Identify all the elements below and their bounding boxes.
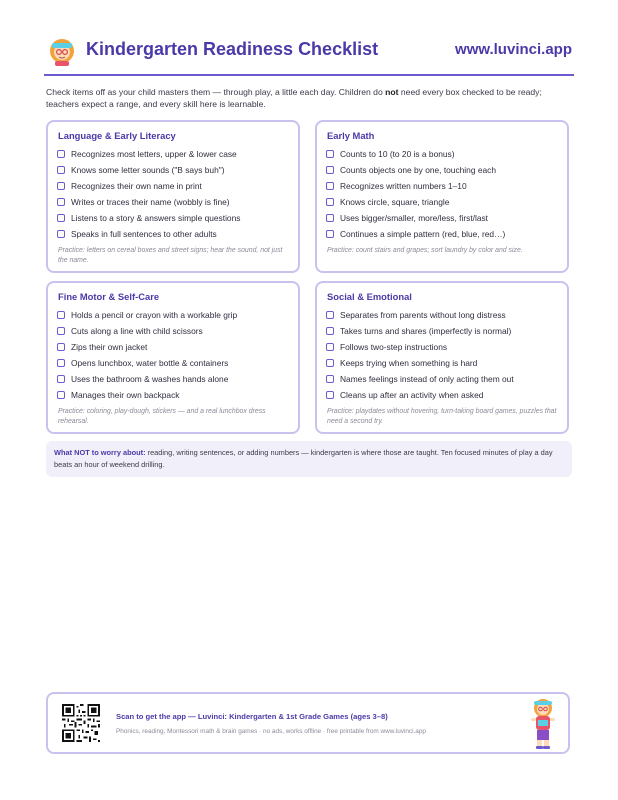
section-card-language bbox=[46, 120, 300, 273]
checkbox[interactable] bbox=[326, 182, 334, 190]
footer-title: Scan to get the app — Luvinci: Kindergarten & 1st Grade Games (ages 3–8) bbox=[116, 712, 388, 721]
checklist-item[interactable] bbox=[326, 325, 511, 338]
site-url-link[interactable]: www.luvinci.app bbox=[455, 41, 572, 58]
intro-text-end: need every box checked to be ready; teachers expect a range, and every skill here is learnable. bbox=[46, 87, 542, 109]
header bbox=[44, 34, 574, 76]
footer-subtitle: Phonics, reading, Montessori math & brain games · no ads, works offline · free printable from www.luvinci.app bbox=[116, 728, 426, 735]
checkbox[interactable] bbox=[57, 391, 65, 399]
checklist-item[interactable] bbox=[57, 325, 203, 338]
checkbox[interactable] bbox=[57, 343, 65, 351]
checklist-item-label: Holds a pencil or crayon with a workable grip bbox=[71, 310, 238, 320]
checklist-item-label: Listens to a story & answers simple questions bbox=[71, 213, 241, 223]
checklist-item-label: Takes turns and shares (imperfectly is normal) bbox=[340, 326, 512, 336]
note-text: reading, writing sentences, or adding numbers — kindergarten is where those are taught. Ten focused minutes of play a day beats an hour of weekend drilling. bbox=[54, 448, 553, 469]
checkbox[interactable] bbox=[326, 150, 334, 158]
checkbox[interactable] bbox=[57, 375, 65, 383]
section-card-math bbox=[315, 120, 569, 273]
checklist-item[interactable] bbox=[326, 357, 477, 370]
checkbox[interactable] bbox=[326, 327, 334, 335]
checklist-item[interactable] bbox=[326, 228, 505, 241]
checklist-item-label: Opens lunchbox, water bottle & containers bbox=[71, 358, 229, 368]
girl-mascot-icon bbox=[528, 696, 558, 750]
checklist-item-label: Cuts along a line with child scissors bbox=[71, 326, 203, 336]
checklist-item-label: Zips their own jacket bbox=[71, 342, 148, 352]
checkbox[interactable] bbox=[326, 198, 334, 206]
checkbox[interactable] bbox=[57, 150, 65, 158]
checklist-item-label: Uses bigger/smaller, more/less, first/last bbox=[340, 213, 489, 223]
checkbox[interactable] bbox=[57, 327, 65, 335]
checklist-item[interactable] bbox=[57, 148, 237, 161]
intro-emphasis: not bbox=[385, 87, 399, 97]
checklist-item-label: Speaks in full sentences to other adults bbox=[71, 229, 217, 239]
checklist-item[interactable] bbox=[326, 373, 514, 386]
checklist-item-label: Counts objects one by one, touching each bbox=[340, 165, 496, 175]
section-card-social bbox=[315, 281, 569, 434]
practice-tip: Practice: playdates without hovering, turn-taking board games, puzzles that need a second try. bbox=[327, 408, 557, 425]
checklist-item-label: Follows two-step instructions bbox=[340, 342, 448, 352]
checklist-item[interactable] bbox=[57, 196, 230, 209]
checklist-item-label: Names feelings instead of only acting them out bbox=[340, 374, 514, 384]
checklist-item-label: Knows some letter sounds ("B says buh") bbox=[71, 165, 225, 175]
checklist-item[interactable] bbox=[326, 212, 488, 225]
checkbox[interactable] bbox=[57, 182, 65, 190]
checklist-item[interactable] bbox=[57, 228, 217, 241]
checkbox[interactable] bbox=[57, 198, 65, 206]
checklist-item[interactable] bbox=[326, 164, 496, 177]
intro-text-start: Check items off as your child masters them — through play, a little each day. Children do bbox=[46, 87, 386, 97]
checklist-item-label: Recognizes most letters, upper & lower case bbox=[71, 149, 237, 159]
checkbox[interactable] bbox=[57, 214, 65, 222]
checklist-item[interactable] bbox=[57, 389, 179, 402]
checklist-item[interactable] bbox=[326, 341, 447, 354]
checklist-item-label: Knows circle, square, triangle bbox=[340, 197, 450, 207]
checklist-item[interactable] bbox=[326, 389, 483, 402]
checkbox[interactable] bbox=[326, 214, 334, 222]
checklist-item-label: Writes or traces their name (wobbly is fine) bbox=[71, 197, 230, 207]
footer-card bbox=[46, 692, 570, 754]
checkbox[interactable] bbox=[57, 230, 65, 238]
checklist-item[interactable] bbox=[326, 180, 467, 193]
checkbox[interactable] bbox=[326, 166, 334, 174]
section-title: Fine Motor & Self-Care bbox=[58, 291, 160, 302]
checklist-item[interactable] bbox=[57, 341, 147, 354]
checklist-item[interactable] bbox=[57, 180, 202, 193]
checklist-item[interactable] bbox=[326, 309, 506, 322]
checklist-item[interactable] bbox=[57, 309, 237, 322]
page-title: Kindergarten Readiness Checklist bbox=[86, 39, 379, 59]
checklist-item[interactable] bbox=[57, 373, 228, 386]
checkbox[interactable] bbox=[326, 311, 334, 319]
checkbox[interactable] bbox=[326, 230, 334, 238]
checklist-item[interactable] bbox=[57, 357, 228, 370]
section-title: Language & Early Literacy bbox=[58, 130, 176, 141]
checklist-item-label: Separates from parents without long distress bbox=[340, 310, 506, 320]
checklist-item-label: Counts to 10 (to 20 is a bonus) bbox=[340, 149, 455, 159]
checklist-item-label: Manages their own backpack bbox=[71, 390, 180, 400]
checklist-item-label: Recognizes written numbers 1–10 bbox=[340, 181, 467, 191]
checklist-item-label: Uses the bathroom & washes hands alone bbox=[71, 374, 229, 384]
checkbox[interactable] bbox=[57, 311, 65, 319]
note-label: What NOT to worry about: bbox=[54, 448, 146, 457]
note-box bbox=[46, 441, 572, 477]
practice-tip: Practice: count stairs and grapes; sort laundry by color and size. bbox=[327, 247, 523, 254]
checkbox[interactable] bbox=[57, 359, 65, 367]
practice-tip: Practice: coloring, play-dough, stickers — and a real lunchbox dress rehearsal. bbox=[58, 408, 266, 425]
checkbox[interactable] bbox=[326, 375, 334, 383]
checklist-item[interactable] bbox=[326, 196, 449, 209]
checklist-item[interactable] bbox=[57, 164, 225, 177]
checklist-item-label: Keeps trying when something is hard bbox=[340, 358, 478, 368]
checkbox[interactable] bbox=[326, 359, 334, 367]
girl-avatar-icon bbox=[46, 34, 78, 66]
checklist-item-label: Cleans up after an activity when asked bbox=[340, 390, 484, 400]
checkbox[interactable] bbox=[57, 166, 65, 174]
section-title: Social & Emotional bbox=[327, 291, 412, 302]
checklist-item-label: Continues a simple pattern (red, blue, red…) bbox=[340, 229, 506, 239]
checklist-item[interactable] bbox=[326, 148, 455, 161]
practice-tip: Practice: letters on cereal boxes and street signs; hear the sound, not just the name. bbox=[58, 247, 283, 264]
section-title: Early Math bbox=[327, 130, 375, 141]
qr-code-icon[interactable] bbox=[62, 704, 100, 742]
checkbox[interactable] bbox=[326, 343, 334, 351]
checkbox[interactable] bbox=[326, 391, 334, 399]
section-card-fine-motor bbox=[46, 281, 300, 434]
intro-text bbox=[46, 86, 574, 110]
checklist-item-label: Recognizes their own name in print bbox=[71, 181, 202, 191]
checklist-item[interactable] bbox=[57, 212, 240, 225]
